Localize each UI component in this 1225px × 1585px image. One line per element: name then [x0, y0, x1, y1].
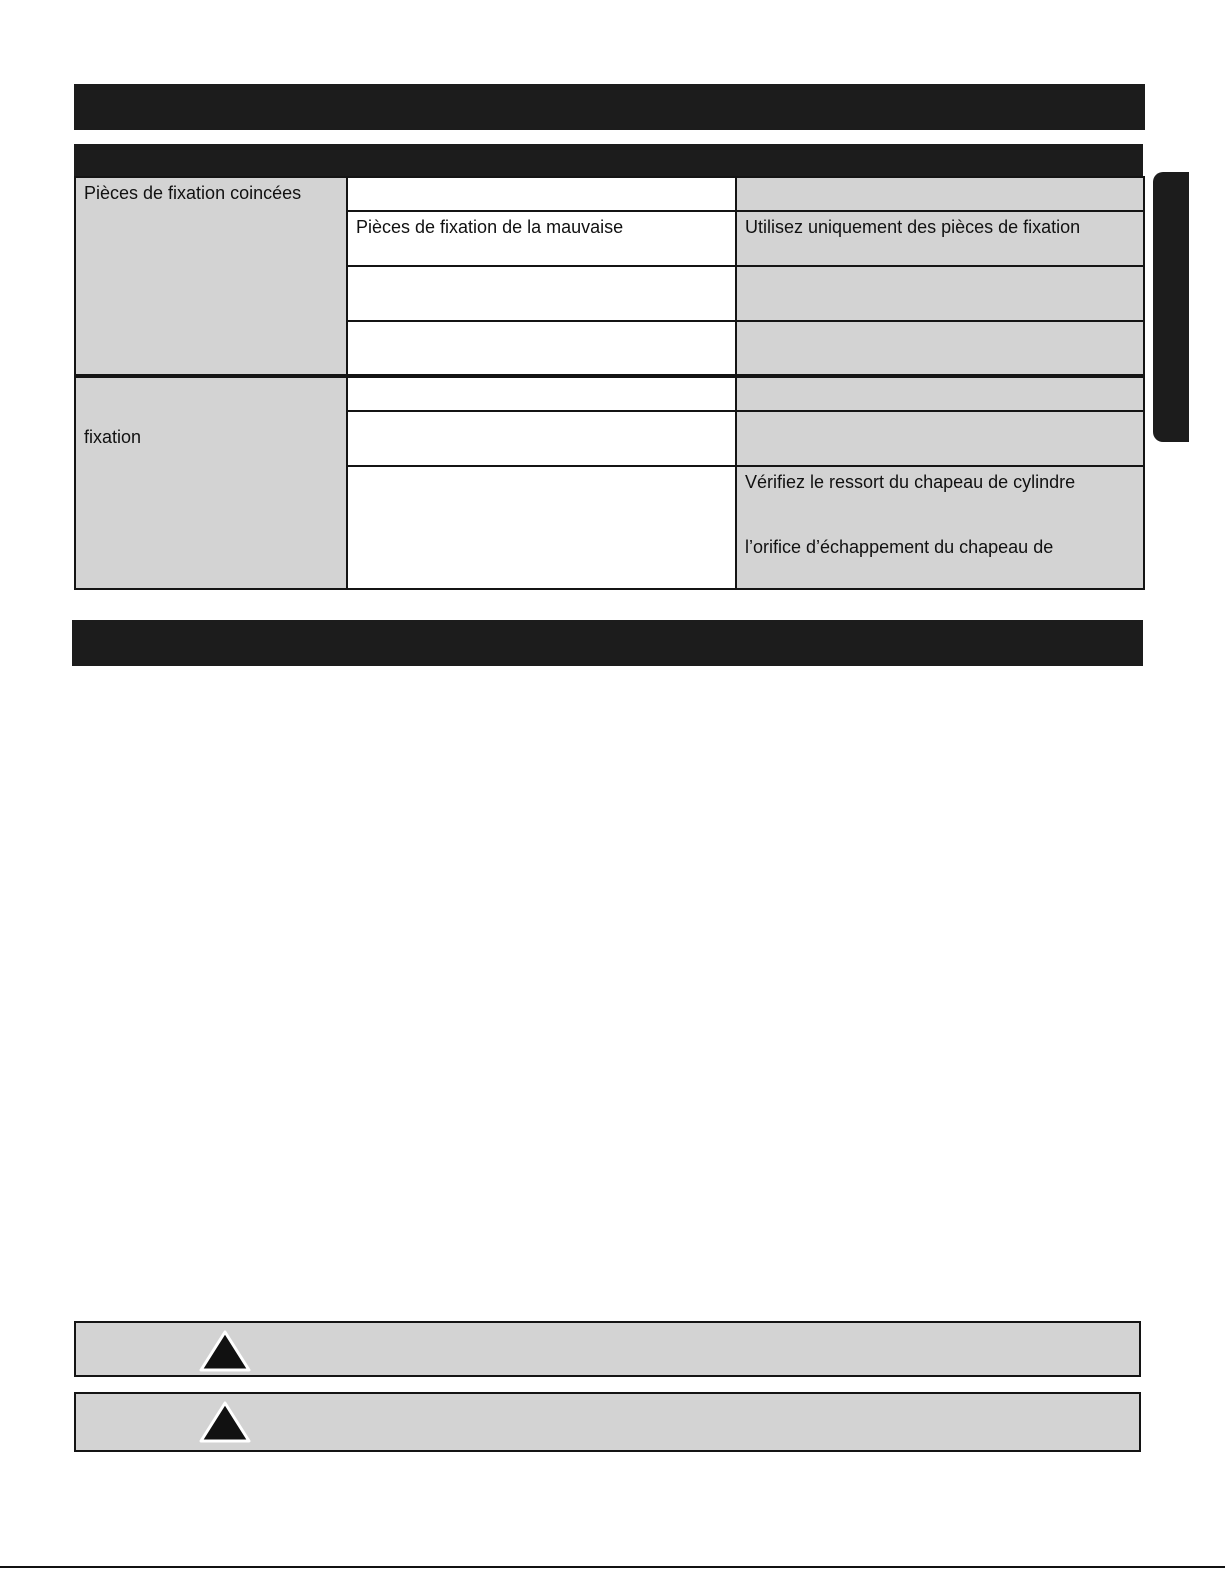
cause-cell — [347, 177, 736, 211]
cause-cell: Pièces de fixation de la mauvaise — [347, 211, 736, 266]
solution-cell — [736, 177, 1144, 211]
language-side-tab — [1153, 172, 1189, 442]
cause-cell — [347, 321, 736, 376]
cause-cell — [347, 266, 736, 321]
solution-cell — [736, 376, 1144, 411]
solution-cell — [736, 466, 1144, 589]
cause-cell — [347, 411, 736, 466]
table-header-bar — [74, 144, 1143, 176]
troubleshooting-table — [74, 144, 1143, 590]
solution-cell — [736, 266, 1144, 321]
solution-cell: Utilisez uniquement des pièces de fixation — [736, 211, 1144, 266]
warning-triangle-icon — [198, 1400, 252, 1444]
solution-line: l’orifice d’échappement du chapeau de — [745, 537, 1054, 557]
section-title-bar — [72, 620, 1143, 666]
page-bottom-rule — [0, 1566, 1225, 1568]
warning-box — [74, 1392, 1141, 1452]
warning-triangle-icon — [198, 1329, 252, 1373]
solution-cell — [736, 321, 1144, 376]
solution-line: Vérifiez le ressort du chapeau de cylindre — [745, 472, 1076, 492]
cause-cell — [347, 376, 736, 411]
problem-cell: fixation — [75, 376, 347, 589]
warning-box — [74, 1321, 1141, 1377]
troubleshooting-grid — [74, 176, 1145, 590]
solution-cell — [736, 411, 1144, 466]
section-title-bar — [74, 84, 1145, 130]
cause-cell — [347, 466, 736, 589]
problem-cell: Pièces de fixation coincées — [75, 177, 347, 376]
